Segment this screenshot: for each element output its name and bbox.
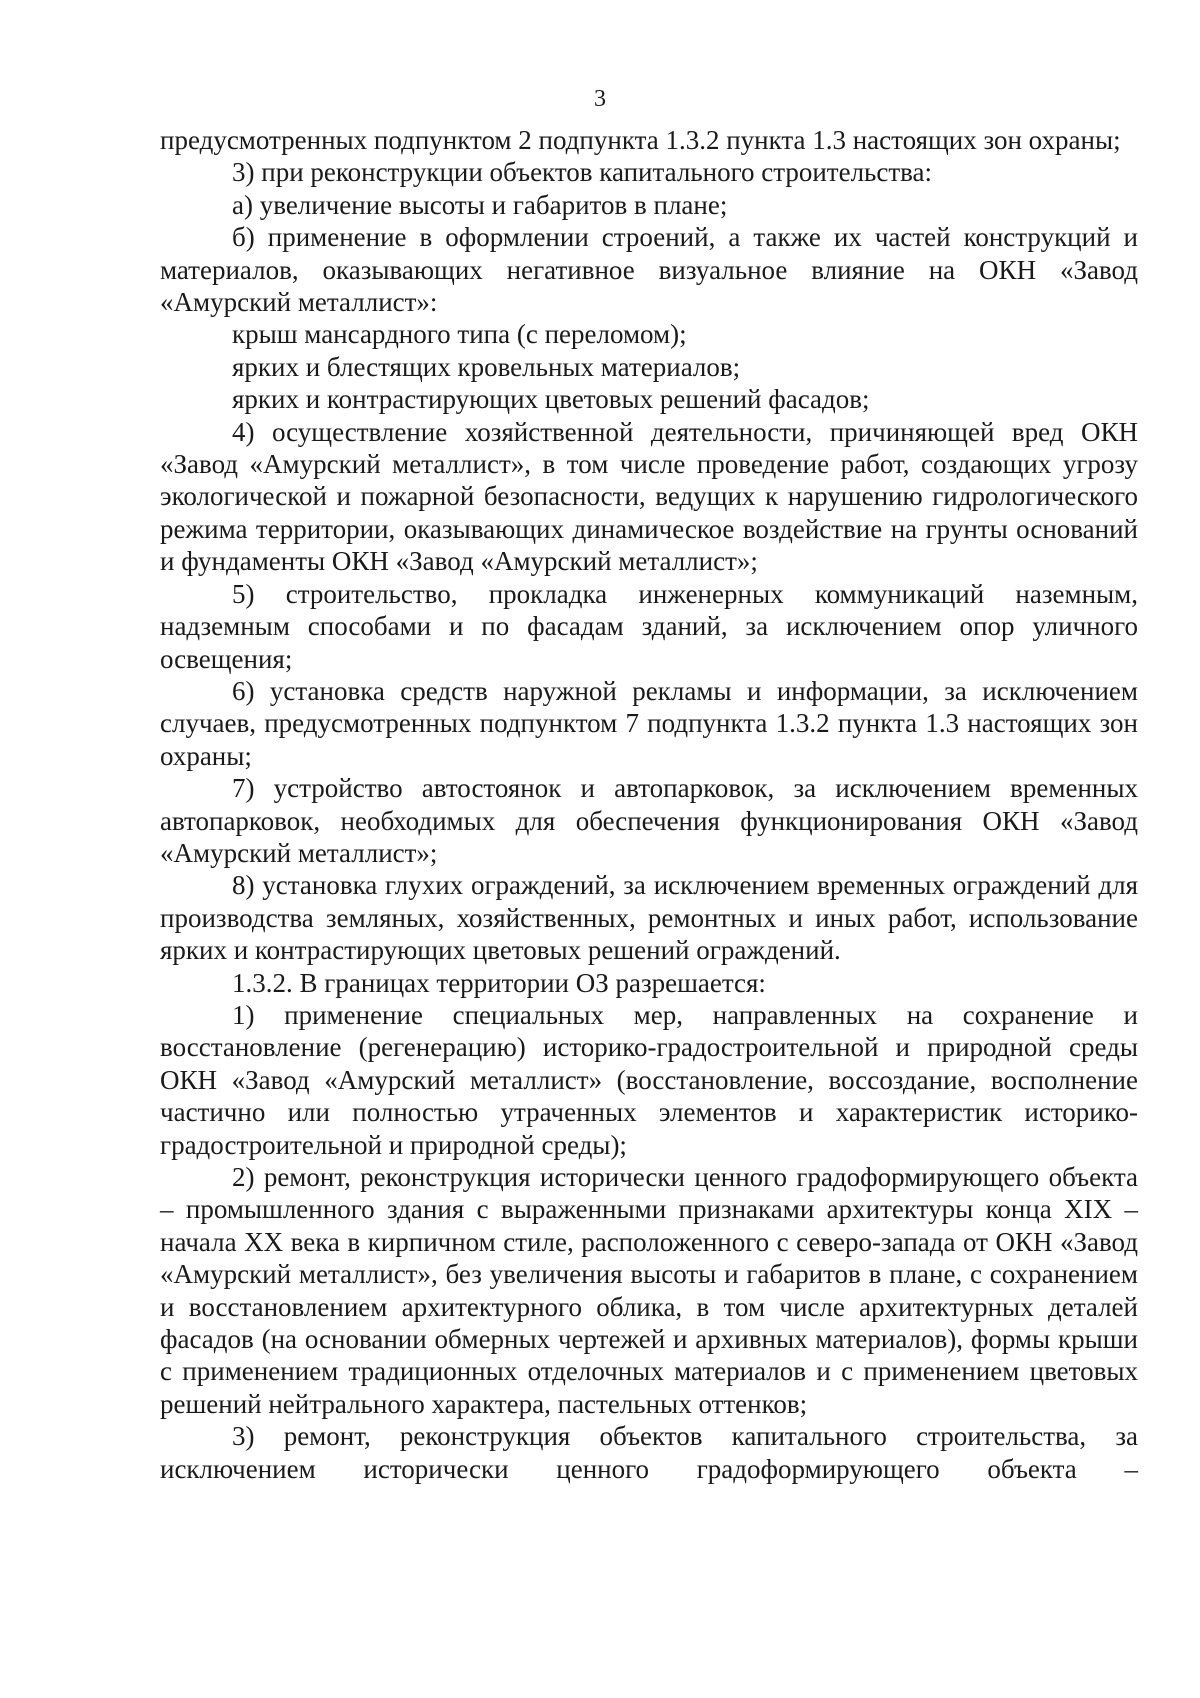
paragraph-allowed-3: 3) ремонт, реконструкция объектов капитального строительства, за исключением исторически ценного градоформирующего объекта – xyxy=(160,1421,1138,1484)
paragraph-list-facades: ярких и контрастирующих цветовых решений фасадов; xyxy=(232,384,870,415)
paragraph-item-6: 6) установка средств наружной рекламы и информации, за исключением случаев, предусмотренных подпунктом 7 подпункта 1.3.2 пункта 1.3 настоящих зон охраны; xyxy=(160,675,1138,771)
paragraph-list-roofs: крыш мансардного типа (с переломом); xyxy=(232,319,687,350)
document-body xyxy=(160,124,1138,1485)
paragraph-item-3: 3) при реконструкции объектов капитального строительства: xyxy=(232,157,933,188)
paragraph-subitem-b: б) применение в оформлении строений, а также их частей конструкций и материалов, оказывающих негативное визуальное влияние на ОКН «Завод «Амурский металлист»: xyxy=(160,222,1138,318)
page-number: 3 xyxy=(594,86,606,112)
paragraph-item-5: 5) строительство, прокладка инженерных коммуникаций наземным, надземным способами и по фасадам зданий, за исключением опор уличного освещения; xyxy=(160,578,1138,674)
paragraph-list-materials: ярких и блестящих кровельных материалов; xyxy=(232,351,741,382)
paragraph-item-4: 4) осуществление хозяйственной деятельности, причиняющей вред ОКН «Завод «Амурский металлист», в том числе проведение работ, создающих угрозу экологической и пожарной безопасности, ведущих к нарушению гидрологического режима территории, оказывающих динамическое воздействие на грунты оснований и фундаменты ОКН «Завод «Амурский металлист»; xyxy=(160,416,1138,577)
paragraph-continuation: предусмотренных подпунктом 2 подпункта 1.3.2 пункта 1.3 настоящих зон охраны; xyxy=(160,125,1121,155)
paragraph-item-7: 7) устройство автостоянок и автопарковок, за исключением временных автопарковок, необходимых для обеспечения функционирования ОКН «Завод «Амурский металлист»; xyxy=(160,773,1138,868)
paragraph-subitem-a: а) увеличение высоты и габаритов в плане; xyxy=(232,189,728,220)
paragraph-allowed-2: 2) ремонт, реконструкция исторически ценного градоформирующего объекта – промышленного здания с выраженными признаками архитектуры конца XIX – начала XX века в кирпичном стиле, расположенного с северо-запада от ОКН «Завод «Амурский металлист», без увеличения высоты и габаритов в плане, с сохранением и восстановлением архитектурного облика, в том числе архитектурных деталей фасадов (на основании обмерных чертежей и архивных материалов), формы крыши с применением традиционных отделочных материалов и с применением цветовых решений нейтрального характера, пастельных оттенков; xyxy=(160,1162,1138,1419)
section-heading-1-3-2: 1.3.2. В границах территории ОЗ разрешается: xyxy=(232,967,766,998)
paragraph-item-8: 8) установка глухих ограждений, за исключением временных ограждений для производства земляных, хозяйственных, ремонтных и иных работ, использование ярких и контрастирующих цветовых решений ограждений. xyxy=(160,870,1138,966)
paragraph-allowed-1: 1) применение специальных мер, направленных на сохранение и восстановление (регенерацию) историко-градостроительной и природной среды ОКН «Завод «Амурский металлист» (восстановление, воссоздание, восполнение частично или полностью утраченных элементов и характеристик историко-градостроительной и природной среды); xyxy=(160,999,1138,1160)
